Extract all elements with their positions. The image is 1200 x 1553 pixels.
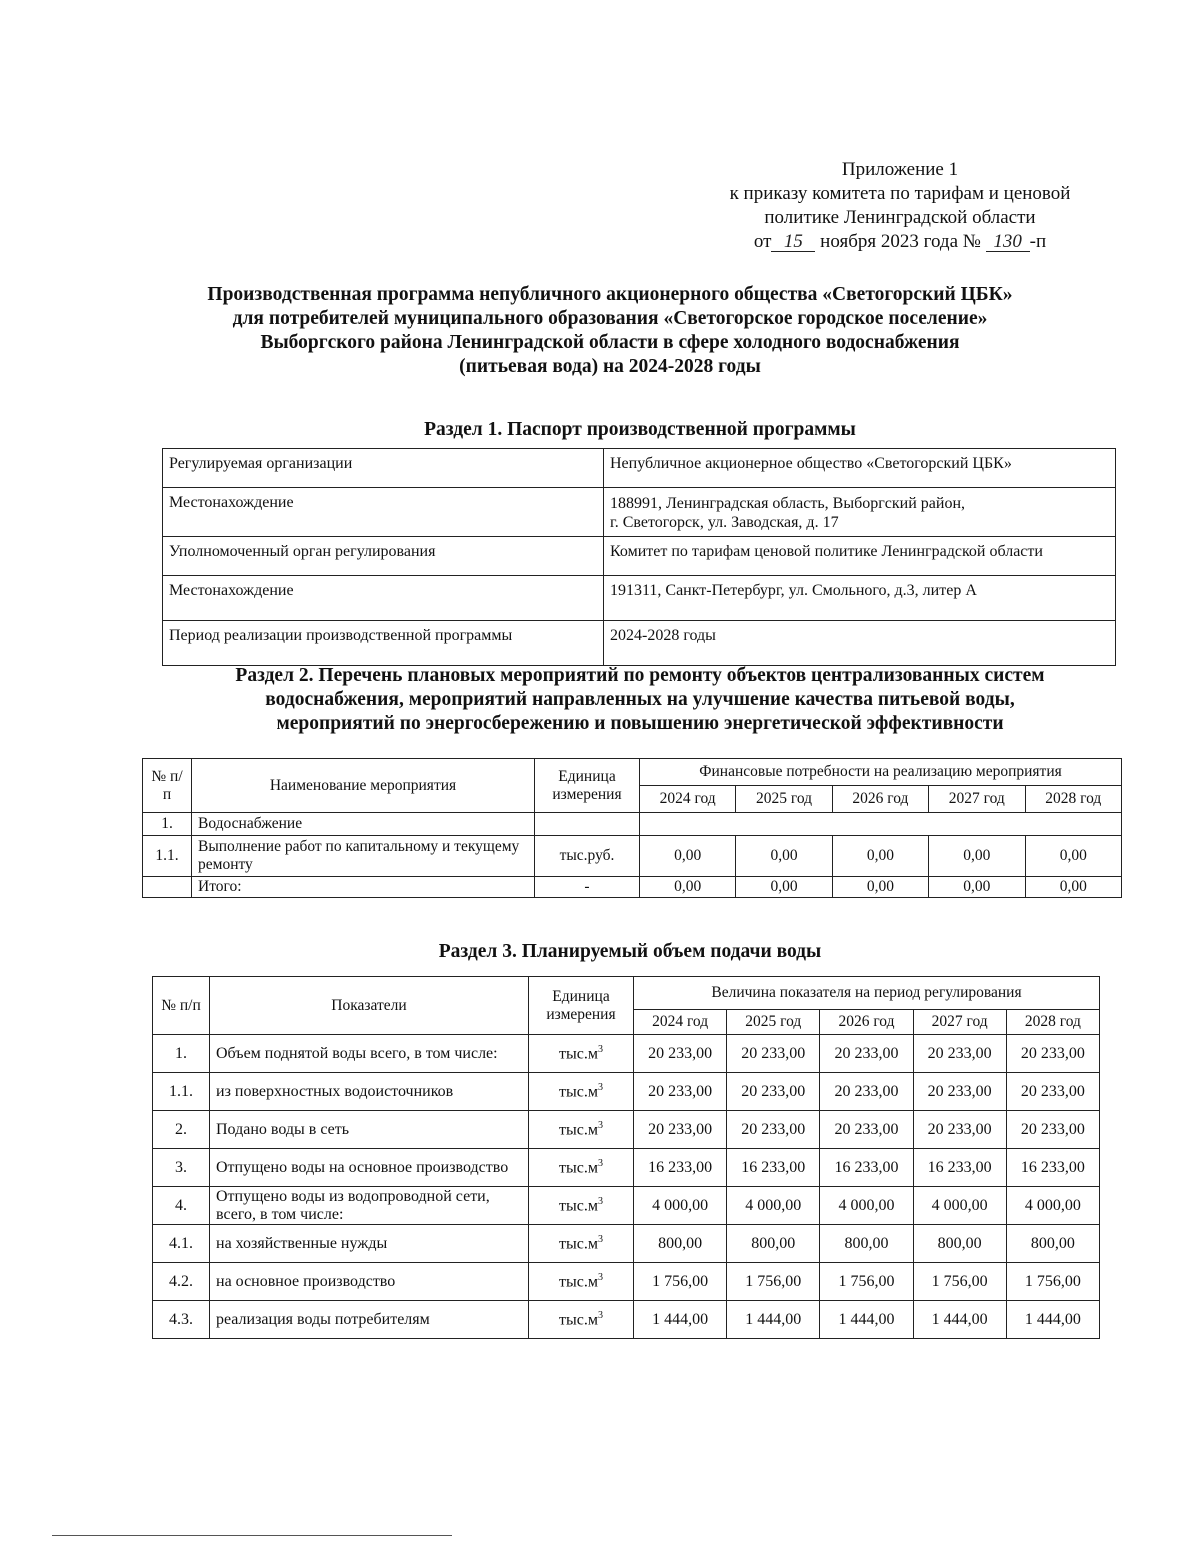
unit-base: тыс.м: [559, 1083, 598, 1101]
value-cell: 16 233,00: [913, 1149, 1006, 1187]
row-num: 1.1.: [153, 1073, 210, 1111]
value-cell: 1 444,00: [634, 1301, 727, 1339]
value-cell: 20 233,00: [634, 1073, 727, 1111]
table-row: [153, 1263, 1100, 1301]
value-cell: 16 233,00: [1006, 1149, 1099, 1187]
title-line-1: Производственная программа непубличного акционерного общества «Светогорский ЦБК»: [207, 284, 1013, 305]
passport-value: 2024-2028 годы: [604, 621, 1116, 666]
address-line-2: г. Светогорск, ул. Заводская, д. 17: [610, 514, 839, 531]
value-cell: 20 233,00: [913, 1111, 1006, 1149]
table-row: [163, 537, 1116, 576]
value-cell: 20 233,00: [820, 1073, 913, 1111]
passport-value: Комитет по тарифам ценовой политике Ленинградской области: [604, 537, 1116, 576]
header-row: [143, 759, 1122, 786]
unit-exponent: 3: [597, 1233, 603, 1245]
value-cell: 20 233,00: [727, 1035, 820, 1073]
year-header: 2028 год: [1025, 786, 1122, 813]
value-cell: 0,00: [640, 877, 736, 898]
value-cell: 1 444,00: [913, 1301, 1006, 1339]
row-unit: [529, 1187, 634, 1225]
title-line-3: Выборгского района Ленинградской области в сфере холодного водоснабжения: [260, 332, 960, 353]
value-cell: 0,00: [832, 877, 928, 898]
empty-cell: [535, 813, 640, 836]
value-cell: 16 233,00: [820, 1149, 913, 1187]
row-name: Отпущено воды из водопроводной сети, всего, в том числе:: [210, 1187, 529, 1225]
year-header: 2028 год: [1006, 1010, 1099, 1035]
value-cell: 0,00: [929, 877, 1025, 898]
volume-body: [153, 1035, 1100, 1339]
value-cell: 800,00: [1006, 1225, 1099, 1263]
row-name: Отпущено воды на основное производство: [210, 1149, 529, 1187]
table-row: [153, 1111, 1100, 1149]
row-num: 4.: [153, 1187, 210, 1225]
row-unit: тыс.руб.: [535, 836, 640, 877]
col-unit-header: Единица измерения: [535, 759, 640, 813]
row-unit: [529, 1035, 634, 1073]
value-cell: 4 000,00: [727, 1187, 820, 1225]
passport-value: [604, 488, 1116, 537]
value-cell: 1 756,00: [727, 1263, 820, 1301]
table-row: [153, 1035, 1100, 1073]
section1-heading: Раздел 1. Паспорт производственной программы: [424, 419, 856, 440]
table-row: [153, 1187, 1100, 1225]
row-unit: [529, 1225, 634, 1263]
year-header: 2025 год: [727, 1010, 820, 1035]
col-val-header: Величина показателя на период регулирования: [634, 977, 1100, 1010]
row-unit: [529, 1263, 634, 1301]
row-name: Объем поднятой воды всего, в том числе:: [210, 1035, 529, 1073]
year-header: 2027 год: [913, 1010, 1006, 1035]
value-cell: 4 000,00: [1006, 1187, 1099, 1225]
value-cell: 4 000,00: [820, 1187, 913, 1225]
passport-label: Регулируемая организации: [163, 449, 604, 488]
value-cell: 4 000,00: [634, 1187, 727, 1225]
value-cell: 16 233,00: [727, 1149, 820, 1187]
col-num-header: № п/п: [153, 977, 210, 1035]
value-cell: 20 233,00: [1006, 1073, 1099, 1111]
value-cell: 20 233,00: [913, 1073, 1006, 1111]
footer-divider: [52, 1535, 452, 1536]
col-num-header: № п/п: [143, 759, 192, 813]
value-cell: 20 233,00: [820, 1035, 913, 1073]
appendix-header: [660, 158, 1140, 254]
unit-base: тыс.м: [559, 1045, 598, 1063]
empty-cell: [640, 813, 1122, 836]
row-num: 3.: [153, 1149, 210, 1187]
value-cell: 4 000,00: [913, 1187, 1006, 1225]
value-cell: 0,00: [1025, 836, 1122, 877]
year-header: 2024 год: [640, 786, 736, 813]
row-name: из поверхностных водоисточников: [210, 1073, 529, 1111]
year-header: 2026 год: [832, 786, 928, 813]
unit-exponent: 3: [597, 1081, 603, 1093]
table-row: [153, 1301, 1100, 1339]
document-title: [160, 283, 1060, 379]
table-row: [153, 1073, 1100, 1111]
value-cell: 1 756,00: [913, 1263, 1006, 1301]
col-name-header: Наименование мероприятия: [192, 759, 535, 813]
address-line-1: 188991, Ленинградская область, Выборгский район,: [610, 495, 965, 512]
section2-heading-line-3: мероприятий по энергосбережению и повышению энергетической эффективности: [276, 713, 1004, 734]
appendix-order-ref-2: политике Ленинградской области: [764, 207, 1036, 228]
table-row: [163, 621, 1116, 666]
row-unit: -: [535, 877, 640, 898]
row-num: 1.1.: [143, 836, 192, 877]
section2-heading: [150, 664, 1130, 736]
unit-exponent: 3: [597, 1119, 603, 1131]
unit-base: тыс.м: [559, 1197, 598, 1215]
order-suffix: -п: [1029, 231, 1047, 252]
title-line-2: для потребителей муниципального образования «Светогорское городское поселение»: [232, 308, 988, 329]
col-unit-header: Единица измерения: [529, 977, 634, 1035]
value-cell: 20 233,00: [634, 1111, 727, 1149]
row-num: 4.3.: [153, 1301, 210, 1339]
value-cell: 0,00: [736, 836, 832, 877]
unit-base: тыс.м: [559, 1235, 598, 1253]
row-name: на хозяйственные нужды: [210, 1225, 529, 1263]
date-middle: ноября 2023 года №: [820, 231, 981, 252]
table-row: [153, 1225, 1100, 1263]
row-name: Подано воды в сеть: [210, 1111, 529, 1149]
appendix-title: Приложение 1: [841, 159, 959, 180]
date-prefix: от: [753, 231, 772, 252]
section2-heading-line-1: Раздел 2. Перечень плановых мероприятий по ремонту объектов централизованных систем: [235, 665, 1045, 686]
section2-heading-line-2: водоснабжения, мероприятий направленных на улучшение качества питьевой воды,: [265, 689, 1015, 710]
year-header: 2026 год: [820, 1010, 913, 1035]
value-cell: 20 233,00: [634, 1035, 727, 1073]
total-row: [143, 877, 1122, 898]
unit-base: тыс.м: [559, 1311, 598, 1329]
row-num: 1.: [153, 1035, 210, 1073]
value-cell: 800,00: [820, 1225, 913, 1263]
table-row: [163, 449, 1116, 488]
row-unit: [529, 1301, 634, 1339]
unit-exponent: 3: [597, 1043, 603, 1055]
unit-exponent: 3: [597, 1195, 603, 1207]
value-cell: 20 233,00: [727, 1073, 820, 1111]
value-cell: 1 444,00: [1006, 1301, 1099, 1339]
measures-table: [142, 758, 1122, 898]
table-row: [143, 836, 1122, 877]
year-header: 2027 год: [929, 786, 1025, 813]
value-cell: 1 756,00: [820, 1263, 913, 1301]
value-cell: 20 233,00: [1006, 1111, 1099, 1149]
row-name: Выполнение работ по капитальному и текущему ремонту: [192, 836, 535, 877]
passport-label: Уполномоченный орган регулирования: [163, 537, 604, 576]
passport-label: Местонахождение: [163, 576, 604, 621]
unit-base: тыс.м: [559, 1273, 598, 1291]
row-num: 2.: [153, 1111, 210, 1149]
appendix-date-line: [660, 230, 1140, 254]
unit-base: тыс.м: [559, 1121, 598, 1139]
value-cell: 0,00: [1025, 877, 1122, 898]
table-row: [163, 488, 1116, 537]
passport-table: [162, 448, 1116, 666]
year-header: 2024 год: [634, 1010, 727, 1035]
row-name: Водоснабжение: [192, 813, 535, 836]
passport-value: 191311, Санкт-Петербург, ул. Смольного, д.3, литер А: [604, 576, 1116, 621]
empty-cell: [143, 877, 192, 898]
row-name: реализация воды потребителям: [210, 1301, 529, 1339]
value-cell: 0,00: [736, 877, 832, 898]
value-cell: 1 444,00: [727, 1301, 820, 1339]
header-row: [153, 977, 1100, 1010]
col-name-header: Показатели: [210, 977, 529, 1035]
value-cell: 800,00: [913, 1225, 1006, 1263]
value-cell: 800,00: [727, 1225, 820, 1263]
unit-exponent: 3: [597, 1157, 603, 1169]
row-unit: [529, 1073, 634, 1111]
unit-exponent: 3: [597, 1271, 603, 1283]
value-cell: 0,00: [640, 836, 736, 877]
unit-exponent: 3: [597, 1309, 603, 1321]
value-cell: 0,00: [929, 836, 1025, 877]
value-cell: 1 756,00: [1006, 1263, 1099, 1301]
row-name: на основное производство: [210, 1263, 529, 1301]
appendix-order-ref: к приказу комитета по тарифам и ценовой: [729, 183, 1071, 204]
value-cell: 20 233,00: [820, 1111, 913, 1149]
row-num: 4.1.: [153, 1225, 210, 1263]
table-row: [153, 1149, 1100, 1187]
passport-label: Местонахождение: [163, 488, 604, 537]
value-cell: 1 756,00: [634, 1263, 727, 1301]
value-cell: 20 233,00: [1006, 1035, 1099, 1073]
value-cell: 800,00: [634, 1225, 727, 1263]
handwritten-day: 15: [771, 233, 815, 252]
value-cell: 1 444,00: [820, 1301, 913, 1339]
value-cell: 16 233,00: [634, 1149, 727, 1187]
section3-heading: Раздел 3. Планируемый объем подачи воды: [438, 941, 822, 962]
row-unit: [529, 1111, 634, 1149]
handwritten-number: 130: [986, 233, 1030, 252]
passport-label: Период реализации производственной программы: [163, 621, 604, 666]
unit-base: тыс.м: [559, 1159, 598, 1177]
col-fin-header: Финансовые потребности на реализацию мероприятия: [640, 759, 1122, 786]
total-label: Итого:: [192, 877, 535, 898]
value-cell: 0,00: [832, 836, 928, 877]
volume-table: [152, 976, 1100, 1339]
value-cell: 20 233,00: [727, 1111, 820, 1149]
row-num: 1.: [143, 813, 192, 836]
row-unit: [529, 1149, 634, 1187]
row-num: 4.2.: [153, 1263, 210, 1301]
table-row: [143, 813, 1122, 836]
passport-value: Непубличное акционерное общество «Светогорский ЦБК»: [604, 449, 1116, 488]
table-row: [163, 576, 1116, 621]
title-line-4: (питьевая вода) на 2024-2028 годы: [459, 356, 761, 377]
value-cell: 20 233,00: [913, 1035, 1006, 1073]
year-header: 2025 год: [736, 786, 832, 813]
